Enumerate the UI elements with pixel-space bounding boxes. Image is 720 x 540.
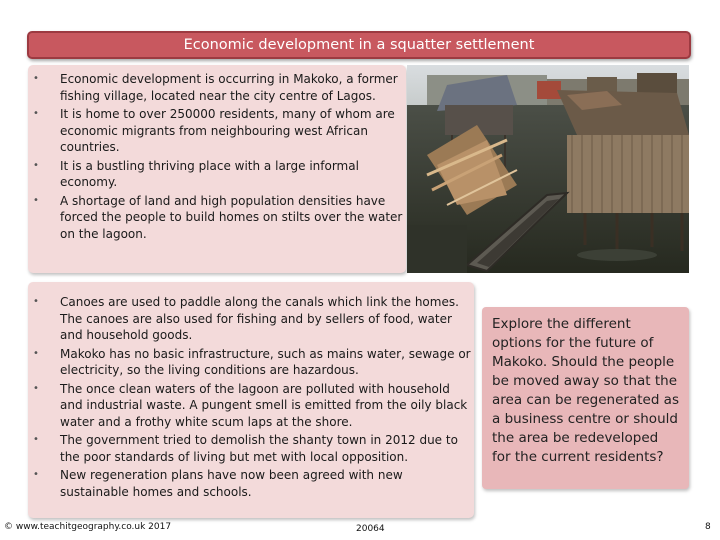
bullet-glyph: • bbox=[33, 347, 39, 359]
bullet-glyph: • bbox=[33, 382, 39, 394]
bullet-glyph: • bbox=[33, 73, 39, 84]
intro-bullet-1-tail: , a former fishing village, located near the city centre of Lagos. bbox=[60, 72, 398, 103]
conditions-bullet-4 bbox=[28, 432, 472, 465]
bullet-glyph: • bbox=[33, 159, 39, 171]
resource-code: 20064 bbox=[356, 524, 385, 534]
intro-bullet-4 bbox=[28, 193, 403, 243]
discussion-callout: Explore the different options for the future of Makoko. Should the people be moved away so that the area can be regenerated as a business centre or should the area be redeveloped for the current residents? bbox=[482, 307, 689, 489]
intro-bullet-1-text: Economic development is occurring in bbox=[60, 72, 294, 86]
intro-bullet-1 bbox=[28, 71, 403, 104]
intro-bullet-2 bbox=[28, 106, 403, 156]
intro-bullet-3-text: It is a bustling thriving place with a large informal economy. bbox=[60, 158, 359, 189]
conditions-bullet-5-text: New regeneration plans have now been agreed with new sustainable homes and schools. bbox=[60, 468, 403, 499]
intro-bullet-3 bbox=[28, 158, 403, 191]
bullet-glyph: • bbox=[33, 296, 39, 307]
conditions-bullet-5 bbox=[28, 467, 472, 500]
intro-bullet-list bbox=[28, 71, 403, 244]
conditions-bullet-2 bbox=[28, 346, 472, 379]
bullet-glyph: • bbox=[33, 108, 39, 119]
makoko-photo bbox=[407, 65, 689, 273]
conditions-bullet-3 bbox=[28, 381, 472, 431]
slide-title: Economic development in a squatter settlement bbox=[27, 31, 691, 59]
bullet-glyph: • bbox=[33, 469, 39, 480]
conditions-bullet-1 bbox=[28, 294, 472, 344]
intro-bullet-4-text: A shortage of land and high population densities have forced the people to build homes on stilts over the water on the lagoon. bbox=[60, 193, 403, 241]
conditions-bullet-1-text: Canoes are used to paddle along the canals which link the homes. The canoes are also used for fishing and by sellers of food, water and household goods. bbox=[60, 295, 459, 342]
conditions-bullet-list bbox=[28, 294, 472, 502]
intro-bullet-2-text: It is home to over 250000 residents, many of whom are economic migrants from neighbouring west African countries. bbox=[60, 107, 395, 154]
makoko-highlight: Makoko bbox=[293, 72, 339, 86]
conditions-bullet-4-text: The government tried to demolish the shanty town in 2012 due to the poor standards of living but met with local opposition. bbox=[60, 433, 458, 464]
page-number: 8 bbox=[705, 522, 711, 532]
intro-panel bbox=[28, 65, 406, 273]
conditions-bullet-2-text: Makoko has no basic infrastructure, such as mains water, sewage or electricity, so the living conditions are hazardous. bbox=[60, 346, 471, 377]
conditions-panel bbox=[28, 282, 474, 518]
conditions-bullet-3-text: The once clean waters of the lagoon are polluted with household and industrial waste. A pungent smell is emitted from the oily black water and a frothy white scum laps at the shore. bbox=[60, 381, 468, 429]
copyright-footer: © www.teachitgeography.co.uk 2017 bbox=[4, 522, 172, 532]
bullet-glyph: • bbox=[33, 194, 39, 206]
bullet-glyph: • bbox=[33, 434, 39, 445]
